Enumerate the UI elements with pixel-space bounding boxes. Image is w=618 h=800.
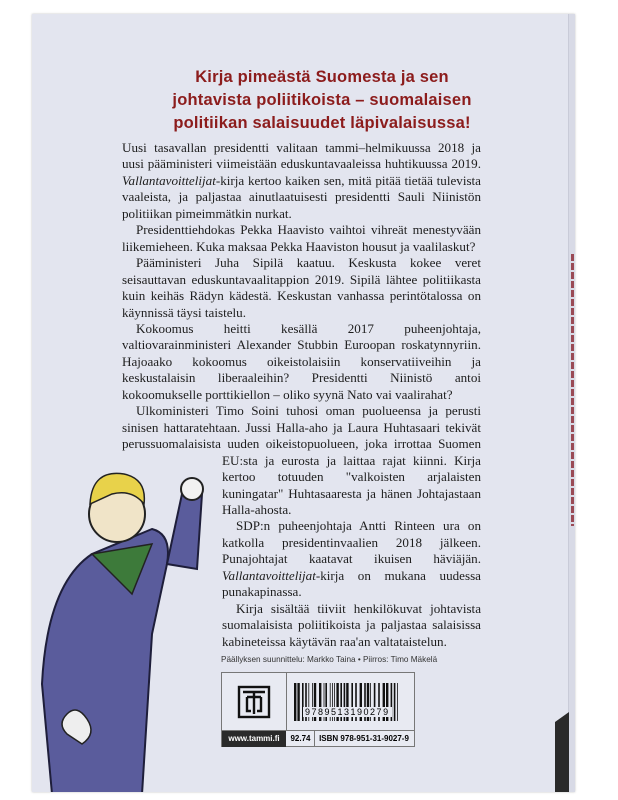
cover-credits: Päällyksen suunnittelu: Markko Taina • Piirros: Timo Mäkelä: [221, 655, 438, 664]
book-title: Vallantavoittelijat: [122, 172, 216, 188]
paragraph: Ulkoministeri Timo Soini tuhosi oman puolueensa ja perusti sinisen hattaratehtaan. Jussi Halla-aho ja Laura Huhtasaari tekivät perussuomalaisista uuden oikeistopuolueen, joka irrottaa Suomen EU:sta ja eurosta ja laittaa rajat kiinni. Kirja kertoo totuuden "valkoisten arjalaisten kuningatar" Huhtasaaresta ja hänen Johtajastaan Halla-ahosta.: [122, 403, 481, 517]
publisher-url: www.tammi.fi: [222, 731, 286, 747]
paragraph: Pääministeri Juha Sipilä kaatuu. Keskusta kokee veret seisauttavan eduskuntavaalitappion 2019. Sipilä lähtee politiikasta kuin keihäs Rädyn kädestä. Keskustan vanhassa perintötalossa on käynnissä täysi taistelu.: [122, 255, 481, 320]
barcode-box: [221, 672, 415, 747]
barcode-number: 9789513190279: [305, 707, 390, 717]
barcode-bar: [397, 683, 398, 721]
paragraph: Kirja sisältää tiiviit henkilökuvat johtavista suomalaisista poliitikoista ja paljastaa salaisissa kabineteissa käytävän raa'an valtataistelun.: [222, 600, 481, 649]
paragraph: Uusi tasavallan presidentti valitaan tammi–helmikuussa 2018 ja uusi pääministeri viimeistään eduskuntavaaleissa huhtikuussa 2019. Vallantavoittelijat-kirja kertoo kaiken sen, mitä pitää tietää tulevista vaaleista, ja paljastaa ainutlaatuisesti presidentti Sauli Niinistön politiikan pimeimmätkin nurkat.: [122, 140, 481, 221]
barcode-bar: [294, 683, 296, 721]
paragraph: SDP:n puheenjohtaja Antti Rinteen ura on katkolla presidentinvaalien 2018 jälkeen. Punajohtajat kaatavat ikuisen häviäjän. Vallantavoittelijat-kirja on mukana uudessa punakapinassa.: [222, 518, 481, 600]
paragraph: Kokoomus heitti kesällä 2017 puheenjohtaja, valtiovarainministeri Alexander Stubbin Euroopan roskatynnyriin. Hajoaako kokoomus oikeistolaisiin konservatiiveihin ja keskustalaisin liberaaleihin? Presidentti Niinistö antoi kokoomukselle porttikiellon – oliko syynä Nato vai vaalirahat?: [122, 320, 481, 402]
barcode-bar: [297, 683, 299, 721]
isbn: ISBN 978-951-31-9027-9: [319, 734, 409, 743]
headline-line: politiikan salaisuudet läpivalaisussa!: [173, 114, 471, 132]
spine-title: [571, 254, 574, 526]
headline-line: johtavista poliitikoista – suomalaisen: [172, 91, 472, 109]
price-code: 92.74: [287, 731, 315, 747]
spine-illustration: [555, 562, 575, 792]
barcode-bar: [394, 683, 396, 721]
headline-line: Kirja pimeästä Suomesta ja sen: [195, 68, 449, 86]
headline: [132, 66, 512, 135]
politician-illustration: [32, 434, 212, 792]
publisher-logo: [222, 673, 287, 730]
paragraph: Presidenttiehdokas Pekka Haavisto vaihtoi vihreät menestyvään liikemieheen. Kuka maksaa Pekka Haaviston housut ja vaalilaskut?: [122, 222, 481, 254]
book-back-cover: [32, 14, 575, 792]
book-title: Vallantavoittelijat: [222, 567, 316, 583]
